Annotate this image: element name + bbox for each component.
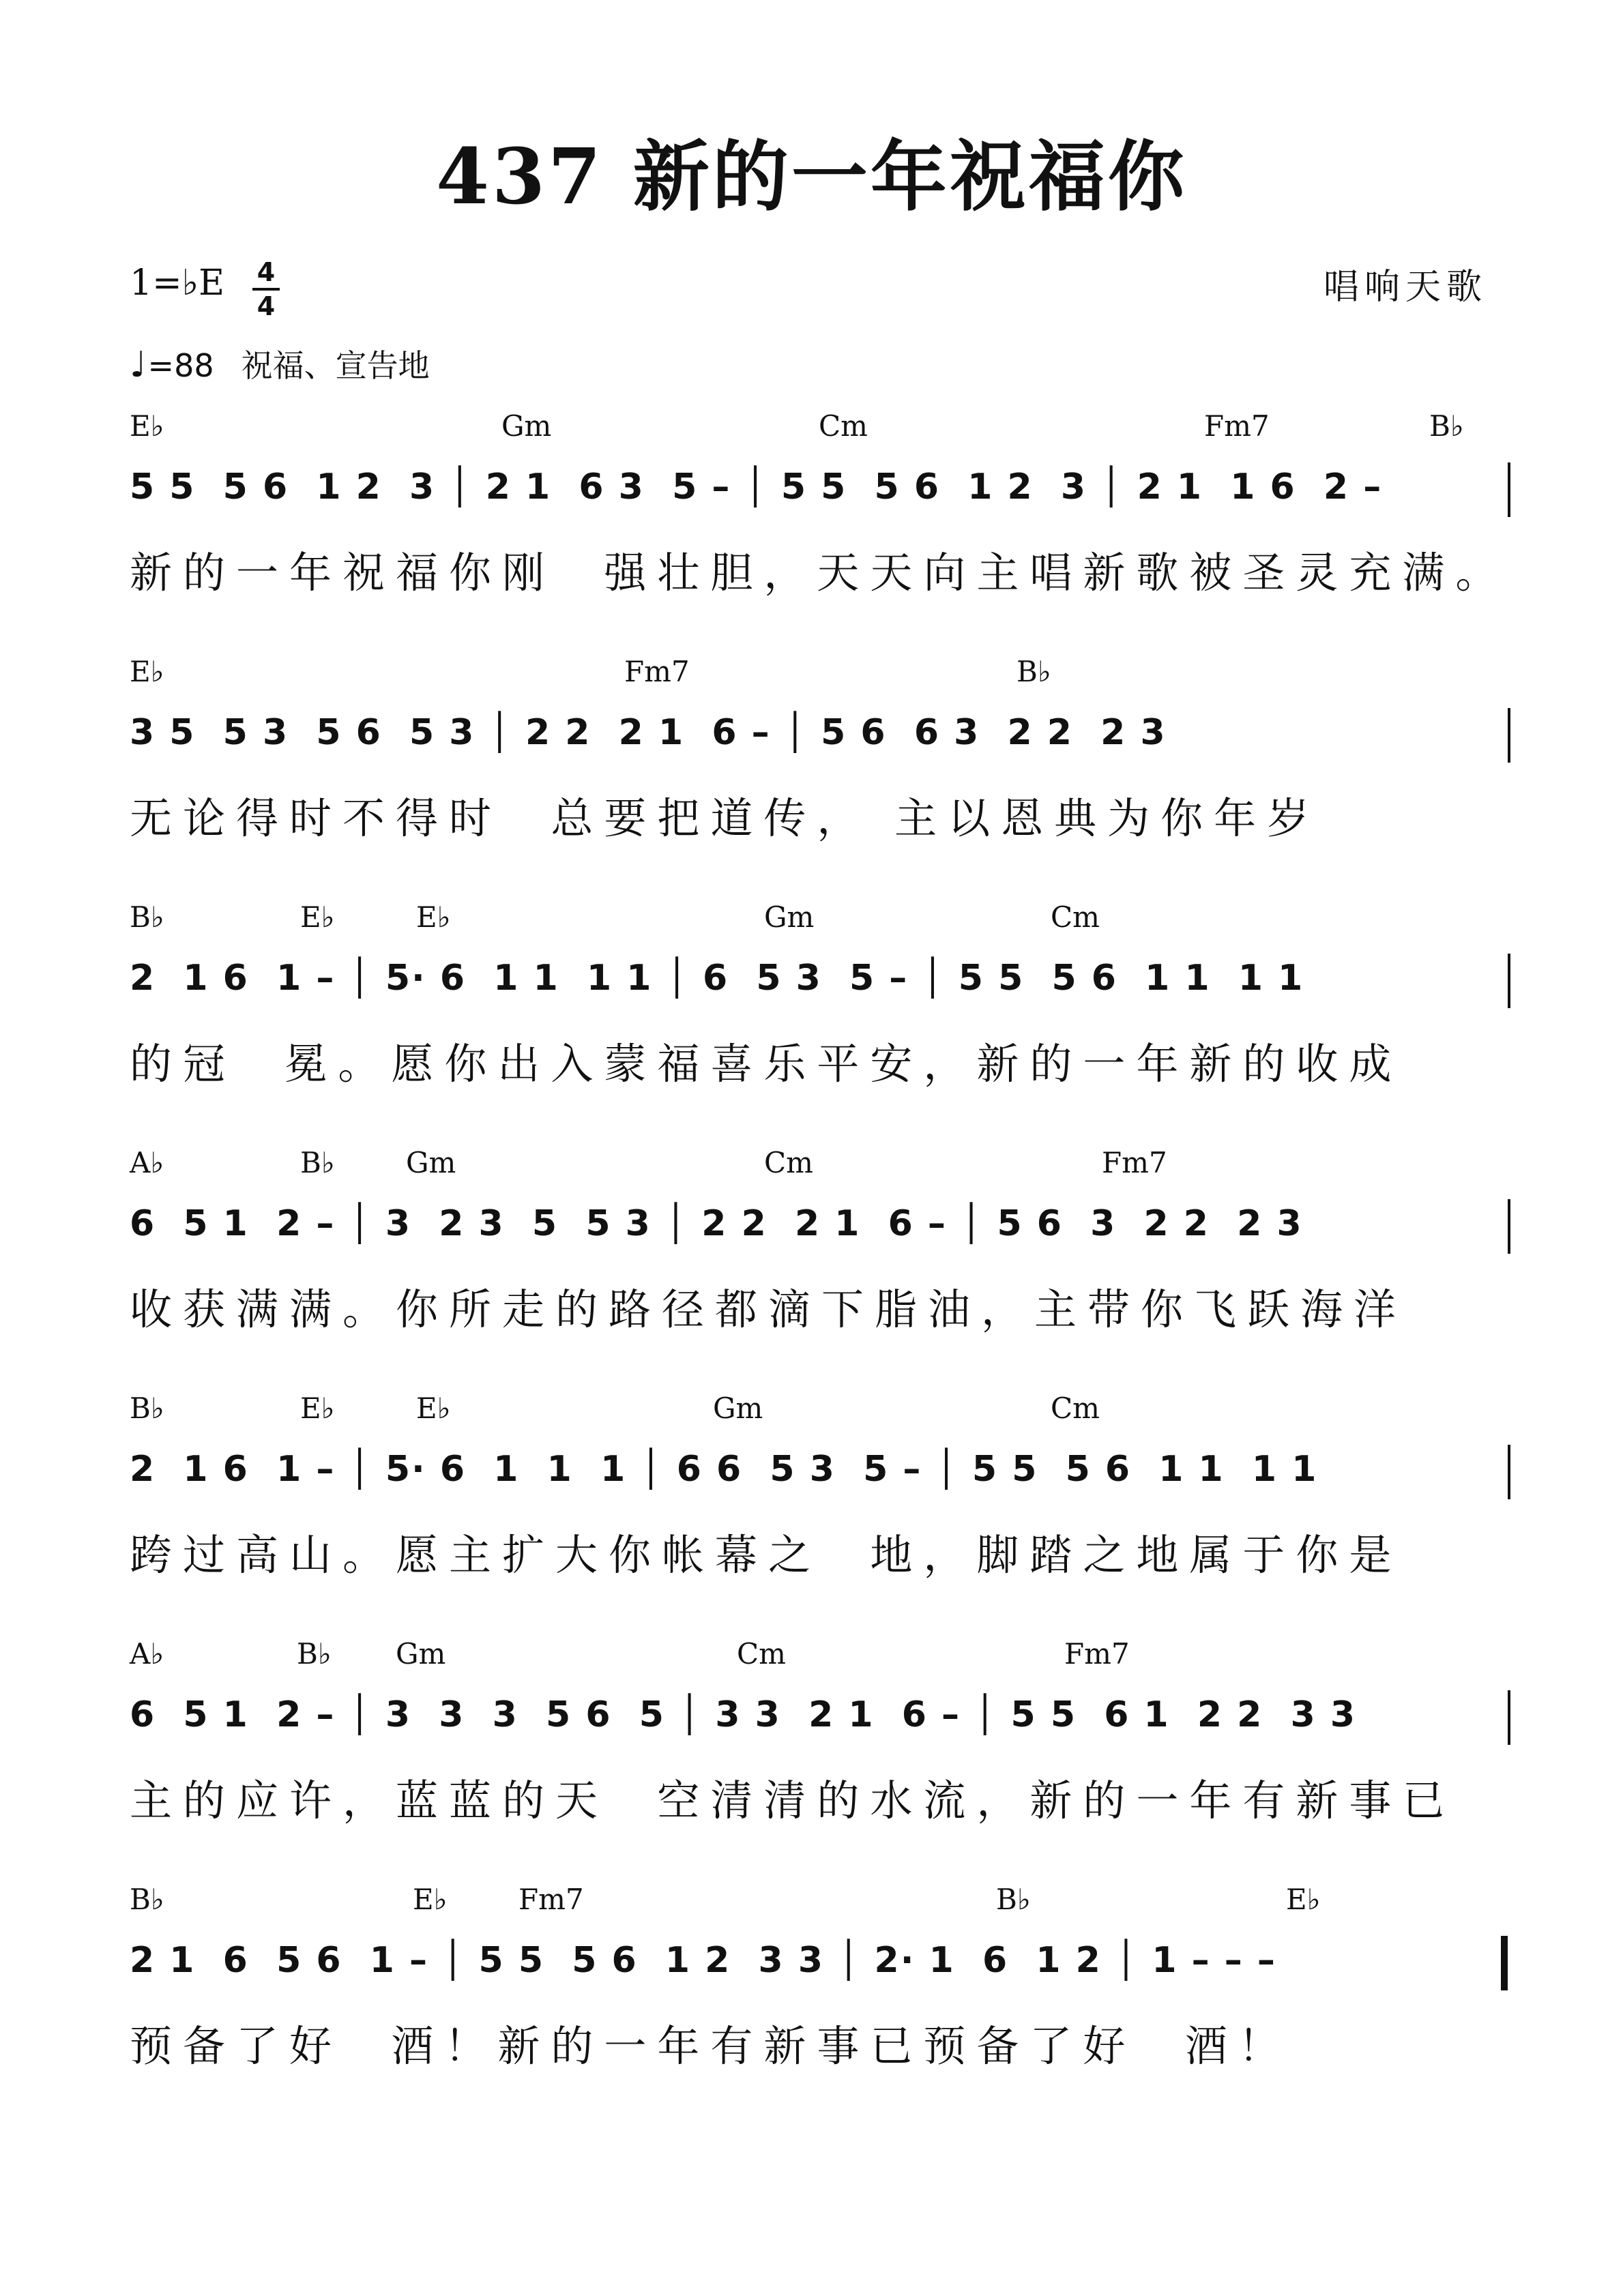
chord: E♭ [416,900,451,934]
key-signature: 1=♭E [130,263,225,304]
lyrics-line: 收获满满。你所走的路径都滴下脂油，主带你飞跃海洋 [130,1284,1407,1334]
score-system-7 [130,1883,1511,2071]
chord: Fm7 [1102,1146,1167,1179]
final-barline [1501,1936,1508,1990]
chord: E♭ [300,900,335,934]
chord-row [130,1146,1511,1194]
chord: A♭ [130,1637,164,1671]
chord-row [130,409,1511,457]
notation-row [130,1194,1511,1269]
expression-marking: 祝福、宣告地 [241,347,430,384]
score-system-1 [130,409,1511,598]
notation-row [130,703,1511,778]
chord-row [130,1392,1511,1439]
chord: Fm7 [518,1883,584,1916]
chord: B♭ [1017,655,1051,688]
chord: E♭ [413,1883,448,1916]
time-signature-top: 4 [257,257,276,287]
lyrics-line: 的冠 冕。愿你出入蒙福喜乐平安，新的一年新的收成 [130,1039,1403,1089]
chord-row [130,1883,1511,1930]
lyrics-line: 跨过高山。愿主扩大你帐幕之 地，脚踏之地属于你是 [130,1530,1403,1580]
jianpu-notes: 2 1 6 5 6 1 – │ 5 5 5 6 1 2 3 3 │ 2· 1 6 1 2 │ 1 – – – [130,1940,1276,1981]
chord: Gm [713,1392,763,1425]
end-barline [1508,954,1510,1008]
lyrics-line: 主的应许，蓝蓝的天 空清清的水流，新的一年有新事已 [130,1776,1456,1825]
chord: Fm7 [1204,409,1270,443]
chord-row [130,900,1511,948]
chord: Gm [396,1637,446,1671]
chord: Cm [819,409,868,443]
lyrics-line: 预备了好 酒！新的一年有新事已预备了好 酒！ [130,2021,1291,2071]
lyrics-line: 无论得时不得时 总要把道传， 主以恩典为你年岁 [130,793,1321,843]
jianpu-notes: 6 5 1 2 – │ 3 3 3 5 6 5 │ 3 3 2 1 6 – │ 5 5 6 1 2 2 3 3 [130,1694,1357,1735]
notation-row [130,1685,1511,1760]
notation-row [130,948,1511,1023]
chord: Cm [764,1146,813,1179]
jianpu-notes: 6 5 1 2 – │ 3 2 3 5 5 3 │ 2 2 2 1 6 – │ 5 6 3 2 2 2 3 [130,1203,1303,1244]
chord: E♭ [300,1392,335,1425]
score-system-5 [130,1392,1511,1580]
time-signature-divider [252,288,280,291]
chord: A♭ [130,1146,164,1179]
chord: Cm [1051,1392,1100,1425]
chord: B♭ [1429,409,1464,443]
chord: Gm [764,900,815,934]
jianpu-notes: 5 5 5 6 1 2 3 │ 2 1 6 3 5 – │ 5 5 5 6 1 2 3 │ 2 1 1 6 2 – [130,467,1383,507]
chord: B♭ [297,1637,332,1671]
song-title: 437 新的一年祝福你 [436,132,1187,222]
score-system-6 [130,1637,1511,1825]
end-barline [1508,708,1510,763]
time-signature-bottom: 4 [257,291,276,321]
score-system-2 [130,655,1511,843]
chord: B♭ [996,1883,1031,1916]
notation-row [130,1930,1511,2005]
chord: E♭ [416,1392,451,1425]
notation-row [130,457,1511,532]
source-label: 唱响天歌 [1324,267,1488,308]
end-barline [1508,1445,1510,1499]
chord: Cm [1051,900,1100,934]
notation-row [130,1439,1511,1514]
chord-row [130,1637,1511,1685]
chord: B♭ [300,1146,335,1179]
chord: B♭ [130,1392,164,1425]
time-signature [252,258,280,321]
chord: B♭ [130,900,164,934]
jianpu-notes: 2 1 6 1 – │ 5· 6 1 1 1 1 │ 6 5 3 5 – │ 5 5 5 6 1 1 1 1 [130,958,1304,999]
quarter-note-icon: ♩ [130,344,147,385]
end-barline [1508,1690,1510,1745]
chord: B♭ [130,1883,164,1916]
end-barline [1508,1199,1510,1254]
tempo-marking [130,341,430,386]
chord: E♭ [130,409,164,443]
chord-row [130,655,1511,703]
jianpu-notes: 3 5 5 3 5 6 5 3 │ 2 2 2 1 6 – │ 5 6 6 3 2 2 2 3 [130,712,1167,753]
chord: Fm7 [1064,1637,1130,1671]
lyrics-line: 新的一年祝福你刚 强壮胆，天天向主唱新歌被圣灵充满。 [130,548,1509,598]
chord: Fm7 [624,655,690,688]
chord: Gm [406,1146,456,1179]
end-barline [1508,462,1510,517]
jianpu-notes: 2 1 6 1 – │ 5· 6 1 1 1 │ 6 6 5 3 5 – │ 5 5 5 6 1 1 1 1 [130,1449,1318,1490]
score-system-3 [130,900,1511,1089]
tempo-value: =88 [147,347,214,384]
chord: E♭ [1286,1883,1321,1916]
chord: Gm [501,409,552,443]
chord: Cm [737,1637,786,1671]
score-system-4 [130,1146,1511,1334]
chord: E♭ [130,655,164,688]
